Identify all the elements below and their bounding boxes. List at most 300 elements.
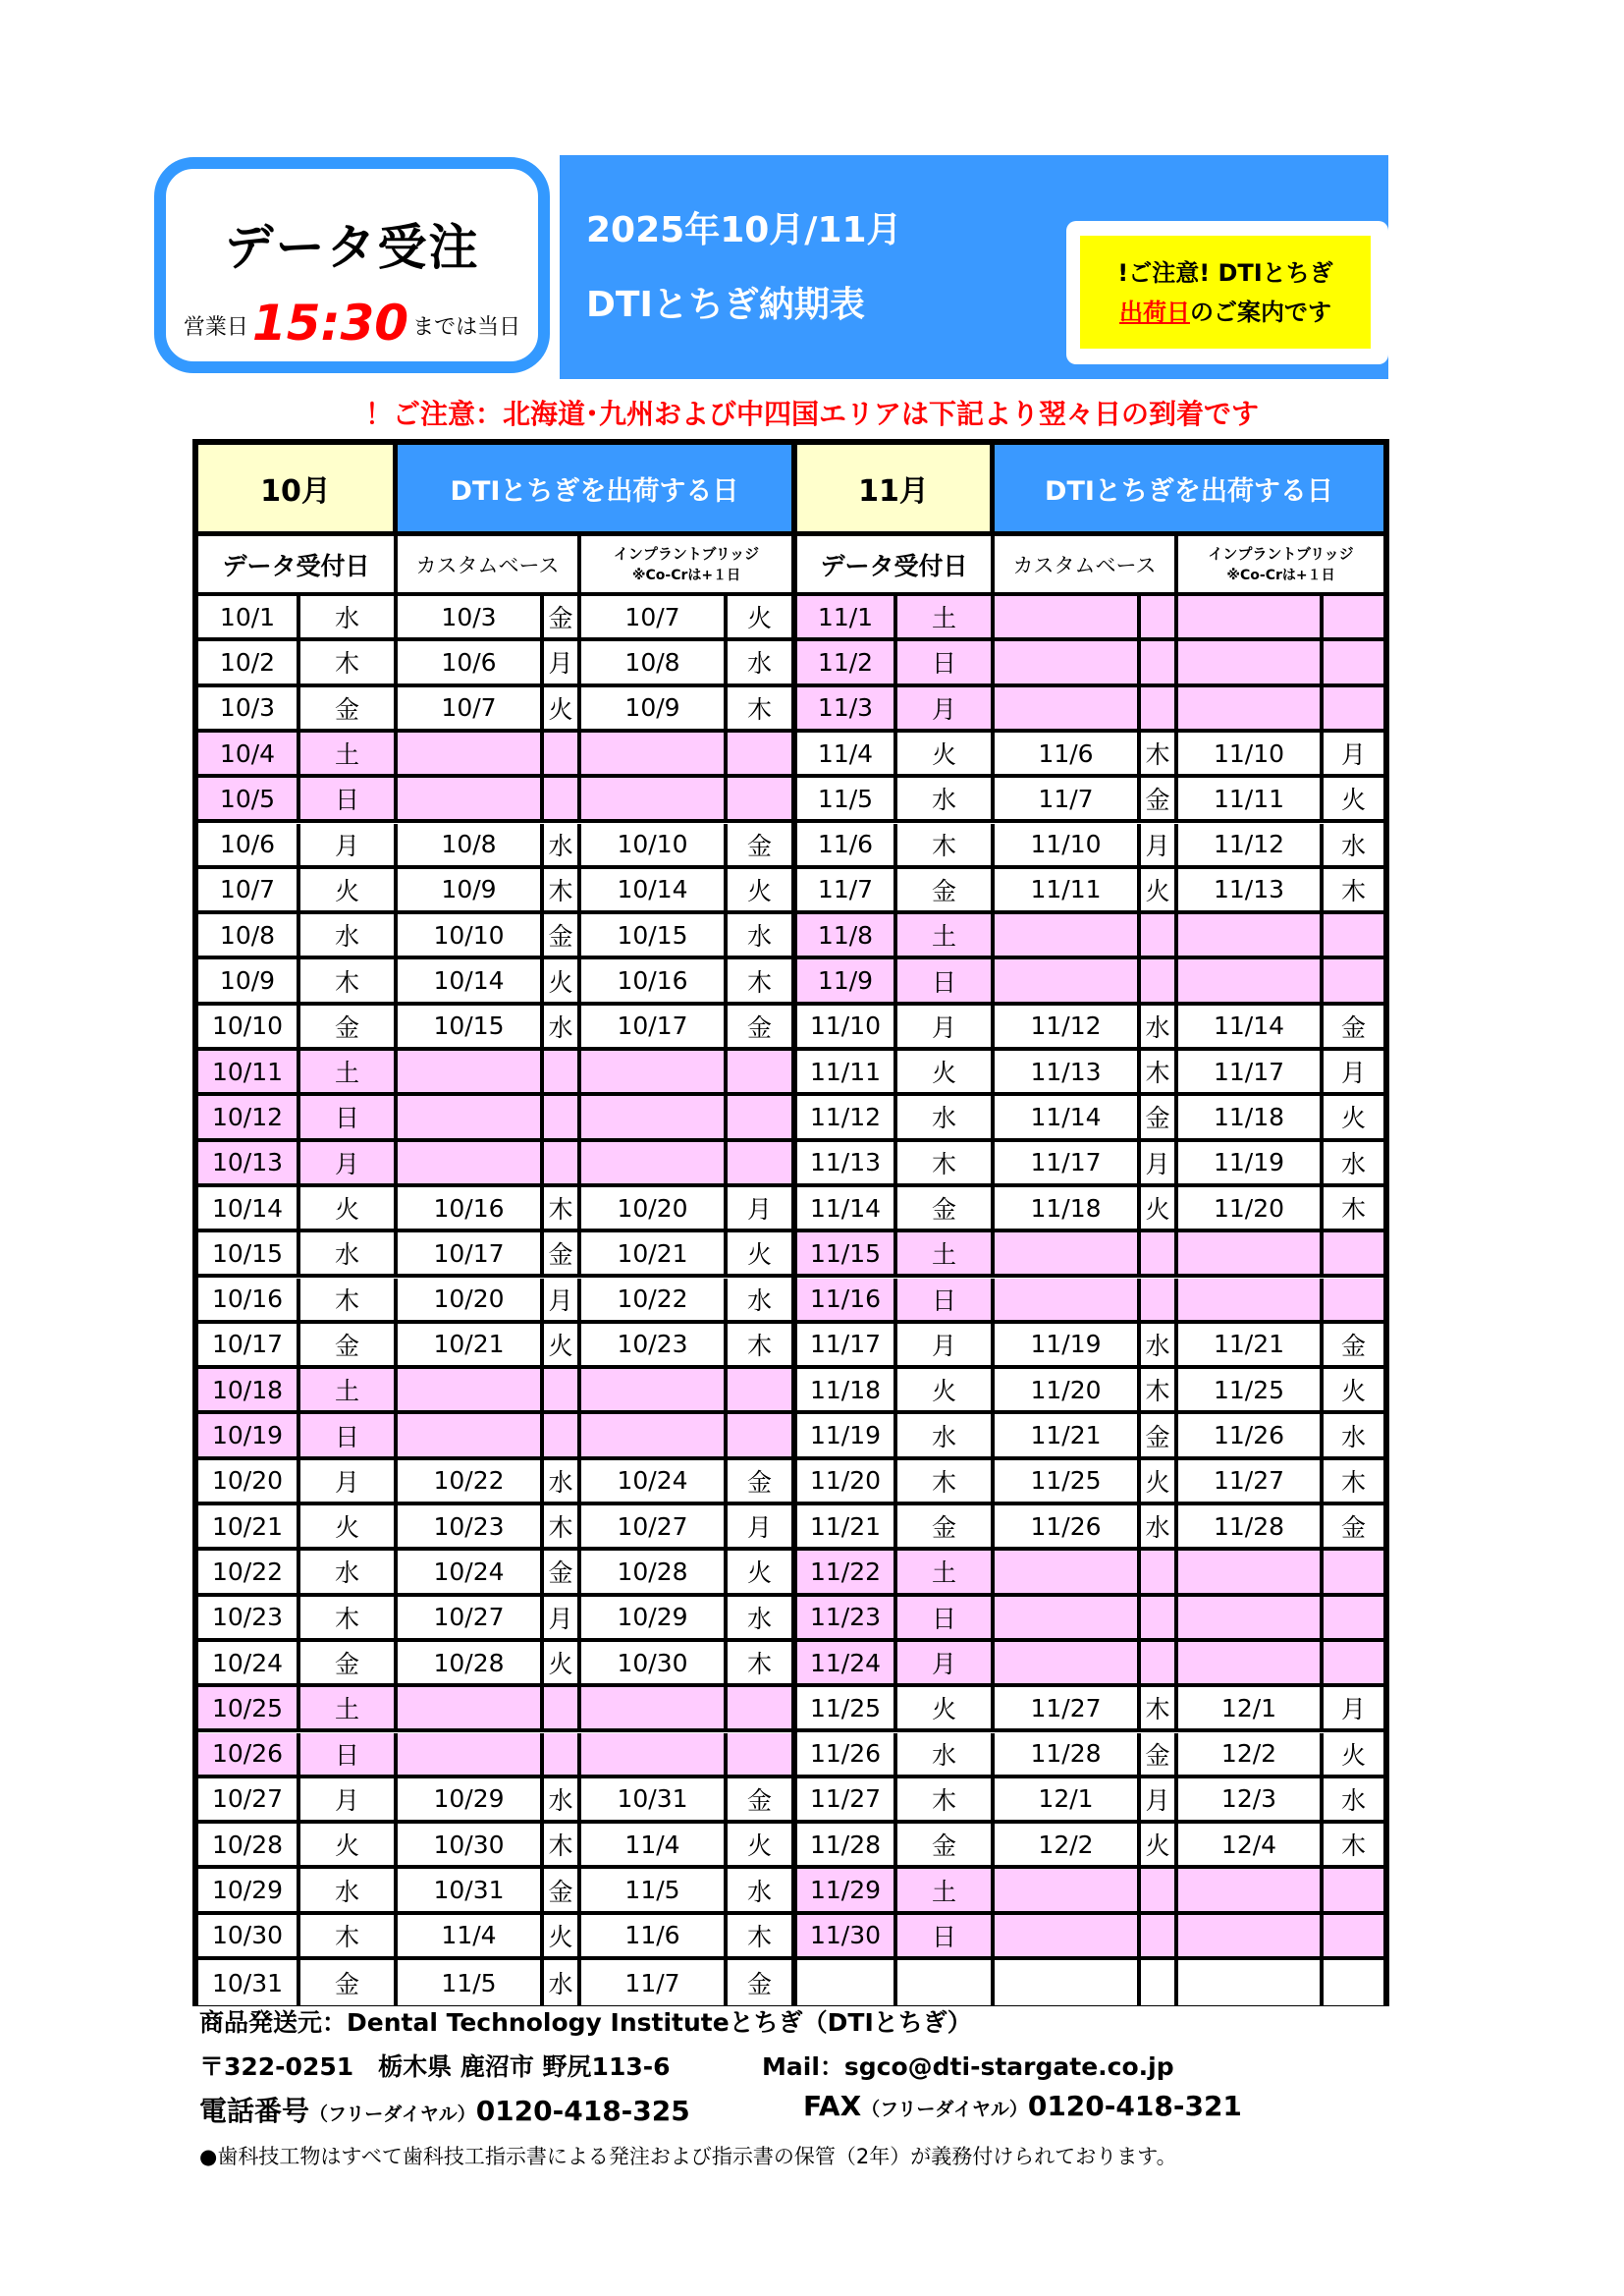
notice-box (1080, 236, 1371, 349)
implant-dow: 金 (1324, 1505, 1383, 1547)
implant-date (581, 778, 728, 819)
table-row-holiday (198, 1142, 791, 1187)
custom-base-dow: 月 (544, 1597, 581, 1638)
received-dow: 土 (300, 1687, 398, 1728)
custom-base-date: 10/9 (398, 869, 544, 910)
implant-date: 10/29 (581, 1597, 728, 1638)
implant-date: 11/10 (1178, 733, 1324, 774)
custom-base-dow: 月 (1141, 1778, 1178, 1820)
table-row (198, 687, 791, 733)
custom-base-dow: 木 (544, 1824, 581, 1865)
received-dow: 木 (897, 824, 995, 865)
table-row (198, 1505, 791, 1551)
custom-base-date (995, 1960, 1141, 2005)
received-date: 11/8 (797, 914, 897, 956)
implant-date (1178, 1597, 1324, 1638)
custom-base-dow: 月 (1141, 824, 1178, 865)
custom-base-date: 11/10 (995, 824, 1141, 865)
tel-number[interactable]: 0120-418-325 (475, 2095, 690, 2127)
received-date: 10/23 (198, 1597, 300, 1638)
table-row (797, 1324, 1383, 1369)
received-date: 11/10 (797, 1006, 897, 1047)
custom-base-dow: 金 (544, 1551, 581, 1592)
implant-date (1178, 1279, 1324, 1320)
custom-base-date: 11/4 (398, 1915, 544, 1956)
legal-note: ●歯科技工物はすべて歯科技工指示書による発注および指示書の保管（2年）が義務付けられております。 (199, 2145, 1177, 2168)
received-dow: 木 (300, 959, 398, 1001)
custom-base-dow (1141, 1915, 1178, 1956)
implant-dow: 木 (728, 687, 791, 729)
implant-dow: 月 (1324, 733, 1383, 774)
received-dow: 日 (300, 1096, 398, 1137)
table-row (198, 596, 791, 641)
implant-date: 10/15 (581, 914, 728, 956)
implant-date: 10/23 (581, 1324, 728, 1365)
implant-date (1178, 1960, 1324, 2005)
custom-base-date: 11/27 (995, 1687, 1141, 1728)
custom-base-date: 11/13 (995, 1051, 1141, 1092)
received-date: 10/14 (198, 1187, 300, 1229)
table-row (198, 1778, 791, 1824)
custom-base-date: 10/24 (398, 1551, 544, 1592)
custom-base-date: 11/18 (995, 1187, 1141, 1229)
table-row-holiday (797, 1597, 1383, 1642)
implant-date (581, 733, 728, 774)
received-dow: 水 (300, 1551, 398, 1592)
custom-base-date: 10/6 (398, 641, 544, 683)
custom-base-date (398, 778, 544, 819)
received-date: 11/26 (797, 1733, 897, 1775)
cutoff-note (166, 295, 538, 352)
received-dow: 土 (897, 1869, 995, 1910)
implant-dow: 火 (1324, 1733, 1383, 1775)
received-date: 10/30 (198, 1915, 300, 1956)
custom-base-date: 10/30 (398, 1824, 544, 1865)
implant-date: 12/4 (1178, 1824, 1324, 1865)
custom-base-date: 10/3 (398, 596, 544, 637)
received-dow: 木 (897, 1142, 995, 1183)
custom-base-date (398, 1051, 544, 1092)
custom-base-dow: 火 (1141, 1187, 1178, 1229)
custom-base-dow: 火 (544, 687, 581, 729)
table-row (198, 1915, 791, 1960)
tel-label: 電話番号 (199, 2095, 310, 2127)
table-body (198, 596, 791, 2000)
custom-base-date: 11/19 (995, 1324, 1141, 1365)
received-date: 10/26 (198, 1733, 300, 1775)
received-date: 10/20 (198, 1460, 300, 1502)
table-row-holiday (198, 778, 791, 823)
received-dow: 日 (897, 641, 995, 683)
implant-dow: 水 (728, 914, 791, 956)
implant-dow (728, 778, 791, 819)
table-row (797, 1460, 1383, 1505)
implant-dow: 火 (1324, 778, 1383, 819)
custom-base-date: 11/14 (995, 1096, 1141, 1137)
fax-note: （フリーダイヤル） (861, 2099, 1028, 2120)
table-row-holiday (797, 1232, 1383, 1278)
implant-date (1178, 596, 1324, 637)
received-date: 10/9 (198, 959, 300, 1001)
received-dow: 金 (300, 1006, 398, 1047)
received-dow: 日 (897, 959, 995, 1001)
implant-dow: 木 (728, 1642, 791, 1683)
table-row-holiday (198, 1733, 791, 1778)
implant-date: 10/28 (581, 1551, 728, 1592)
received-date: 11/25 (797, 1687, 897, 1728)
received-date: 11/17 (797, 1324, 897, 1365)
received-date: 10/27 (198, 1778, 300, 1820)
fax-label: FAX (803, 2090, 862, 2122)
received-date: 10/29 (198, 1869, 300, 1910)
implant-date: 11/5 (581, 1869, 728, 1910)
implant-date (581, 1687, 728, 1728)
received-date: 11/21 (797, 1505, 897, 1547)
received-date: 11/2 (797, 641, 897, 683)
received-dow: 月 (300, 1460, 398, 1502)
implant-dow: 木 (1324, 869, 1383, 910)
custom-base-date: 11/11 (995, 869, 1141, 910)
month-block-november (791, 445, 1383, 2000)
custom-base-dow: 火 (544, 1642, 581, 1683)
custom-base-dow (1141, 1597, 1178, 1638)
received-dow: 土 (300, 733, 398, 774)
table-row (198, 1597, 791, 1642)
received-date: 10/19 (198, 1414, 300, 1455)
implant-date: 10/8 (581, 641, 728, 683)
custom-base-date (995, 1915, 1141, 1956)
received-date: 11/3 (797, 687, 897, 729)
table-row (198, 1551, 791, 1596)
received-dow: 月 (897, 1006, 995, 1047)
implant-dow: 火 (1324, 1369, 1383, 1410)
table-row-holiday (198, 1051, 791, 1096)
implant-date: 10/21 (581, 1232, 728, 1274)
implant-dow (1324, 1551, 1383, 1592)
custom-base-date: 10/23 (398, 1505, 544, 1547)
custom-base-date (995, 1232, 1141, 1274)
received-dow: 月 (300, 824, 398, 865)
implant-dow (1324, 914, 1383, 956)
implant-dow: 木 (728, 1324, 791, 1365)
custom-base-date: 10/29 (398, 1778, 544, 1820)
mail-address[interactable]: Mail：sgco@dti-stargate.co.jp (762, 2052, 1174, 2081)
implant-dow: 火 (728, 869, 791, 910)
custom-base-dow (1141, 596, 1178, 637)
custom-base-dow: 木 (544, 869, 581, 910)
received-dow: 火 (897, 1051, 995, 1092)
table-row (198, 1006, 791, 1051)
table-row-holiday (797, 1551, 1383, 1596)
table-row (797, 869, 1383, 914)
custom-base-dow: 火 (1141, 1824, 1178, 1865)
ship-day-header: DTIとちぎを出荷する日 (995, 445, 1383, 531)
received-date: 11/24 (797, 1642, 897, 1683)
custom-base-date: 10/21 (398, 1324, 544, 1365)
tel-note: （フリーダイヤル） (309, 2104, 476, 2125)
implant-dow (1324, 596, 1383, 637)
custom-base-dow: 木 (1141, 1687, 1178, 1728)
notice-line-2 (1119, 293, 1331, 332)
received-date: 11/22 (797, 1551, 897, 1592)
implant-dow: 木 (728, 959, 791, 1001)
received-date: 10/21 (198, 1505, 300, 1547)
table-row (797, 1960, 1383, 2005)
implant-date (1178, 1232, 1324, 1274)
custom-base-date: 11/21 (995, 1414, 1141, 1455)
table-row-holiday (797, 1642, 1383, 1687)
implant-date: 11/11 (1178, 778, 1324, 819)
implant-date: 10/7 (581, 596, 728, 637)
notice-highlight: 出荷日 (1119, 298, 1190, 326)
received-dow: 月 (897, 1642, 995, 1683)
received-date: 10/6 (198, 824, 300, 865)
implant-dow: 金 (728, 1960, 791, 2005)
table-row (198, 1960, 791, 2005)
received-date: 10/2 (198, 641, 300, 683)
table-row-holiday (797, 596, 1383, 641)
sender-line: 商品発送元：Dental Technology Instituteとちぎ（DTIとちぎ） (199, 2008, 972, 2037)
implant-dow: 木 (1324, 1460, 1383, 1502)
col-header-received-text: データ受付日 (820, 551, 968, 580)
contact-line (199, 2090, 1242, 2129)
received-dow: 土 (897, 914, 995, 956)
implant-dow: 火 (728, 596, 791, 637)
schedule-table (192, 439, 1389, 2006)
address: 〒322-0251 栃木県 鹿沼市 野尻113-6 (199, 2052, 671, 2081)
table-row (198, 869, 791, 914)
custom-base-date (995, 914, 1141, 956)
custom-base-dow (544, 1733, 581, 1775)
implant-date: 11/21 (1178, 1324, 1324, 1365)
custom-base-dow (1141, 1869, 1178, 1910)
col-header-custom-base (398, 536, 581, 592)
received-date: 10/3 (198, 687, 300, 729)
custom-base-date: 10/22 (398, 1460, 544, 1502)
col-header-implant-title: インプラントブリッジ (1208, 544, 1354, 563)
received-date: 11/13 (797, 1142, 897, 1183)
title-heading: データ受注 (224, 219, 480, 276)
month-label: 11月 (797, 445, 995, 531)
header-banner (560, 155, 1388, 379)
custom-base-dow: 火 (544, 1915, 581, 1956)
table-row-holiday (198, 1369, 791, 1414)
table-row (797, 1505, 1383, 1551)
implant-date: 10/10 (581, 824, 728, 865)
address-line (199, 2048, 1174, 2083)
implant-date (1178, 1869, 1324, 1910)
table-row (198, 1869, 791, 1914)
implant-date (581, 1142, 728, 1183)
custom-base-dow: 金 (1141, 778, 1178, 819)
received-dow: 木 (897, 1778, 995, 1820)
implant-dow: 水 (728, 641, 791, 683)
custom-base-dow: 水 (544, 1960, 581, 2005)
column-header-row (198, 531, 791, 596)
implant-date: 11/28 (1178, 1505, 1324, 1547)
received-date: 11/16 (797, 1279, 897, 1320)
received-date: 11/1 (797, 596, 897, 637)
implant-date (581, 1733, 728, 1775)
banner-period: 2025年10月/11月 (586, 210, 902, 250)
implant-date: 10/9 (581, 687, 728, 729)
custom-base-dow (544, 1142, 581, 1183)
table-row (797, 824, 1383, 869)
custom-base-date: 10/8 (398, 824, 544, 865)
notice-line-2-rest: のご案内です (1190, 298, 1331, 326)
received-dow: 火 (897, 1687, 995, 1728)
implant-dow: 金 (1324, 1006, 1383, 1047)
custom-base-dow: 木 (1141, 1369, 1178, 1410)
table-row-holiday (797, 959, 1383, 1005)
table-row (198, 641, 791, 686)
custom-base-date (398, 1687, 544, 1728)
implant-date: 10/14 (581, 869, 728, 910)
ship-day-header: DTIとちぎを出荷する日 (398, 445, 791, 531)
received-date: 11/14 (797, 1187, 897, 1229)
implant-date: 10/17 (581, 1006, 728, 1047)
table-row-holiday (797, 641, 1383, 686)
received-date: 10/10 (198, 1006, 300, 1047)
received-dow: 火 (300, 869, 398, 910)
received-date (797, 1960, 897, 2005)
implant-dow (1324, 1232, 1383, 1274)
received-date: 11/18 (797, 1369, 897, 1410)
custom-base-date: 10/16 (398, 1187, 544, 1229)
received-date: 10/8 (198, 914, 300, 956)
table-row (198, 1324, 791, 1369)
fax-number[interactable]: 0120-418-321 (1027, 2090, 1242, 2122)
custom-base-date: 10/28 (398, 1642, 544, 1683)
table-row (797, 1369, 1383, 1414)
received-dow: 金 (300, 1324, 398, 1365)
table-row-holiday (797, 914, 1383, 959)
received-date: 10/12 (198, 1096, 300, 1137)
implant-dow (728, 1733, 791, 1775)
table-row (797, 1778, 1383, 1824)
implant-date: 10/20 (581, 1187, 728, 1229)
custom-base-date: 10/17 (398, 1232, 544, 1274)
table-row (797, 1096, 1383, 1141)
custom-base-dow: 水 (544, 824, 581, 865)
col-header-implant (581, 536, 791, 592)
implant-dow: 月 (1324, 1051, 1383, 1092)
table-row (198, 1460, 791, 1505)
received-dow: 木 (300, 1915, 398, 1956)
received-dow: 水 (300, 914, 398, 956)
implant-date: 11/18 (1178, 1096, 1324, 1137)
implant-date: 10/24 (581, 1460, 728, 1502)
custom-base-date: 11/26 (995, 1505, 1141, 1547)
received-date: 10/1 (198, 596, 300, 637)
implant-date: 10/30 (581, 1642, 728, 1683)
custom-base-dow: 火 (1141, 1460, 1178, 1502)
implant-date (1178, 1642, 1324, 1683)
implant-dow: 水 (728, 1869, 791, 1910)
received-dow: 水 (897, 1733, 995, 1775)
received-dow: 火 (897, 1369, 995, 1410)
implant-dow (1324, 1960, 1383, 2005)
month-block-october (198, 445, 791, 2000)
received-date: 11/29 (797, 1869, 897, 1910)
received-dow: 金 (897, 1187, 995, 1229)
received-date: 11/30 (797, 1915, 897, 1956)
received-dow: 水 (300, 596, 398, 637)
received-dow: 日 (897, 1915, 995, 1956)
table-row-holiday (198, 1414, 791, 1459)
custom-base-dow (544, 1369, 581, 1410)
custom-base-dow (1141, 1279, 1178, 1320)
custom-base-date: 11/25 (995, 1460, 1141, 1502)
custom-base-date (995, 1279, 1141, 1320)
received-date: 11/15 (797, 1232, 897, 1274)
custom-base-date (995, 1869, 1141, 1910)
custom-base-dow: 月 (544, 641, 581, 683)
table-row-holiday (797, 1915, 1383, 1960)
custom-base-date (398, 1369, 544, 1410)
table-row-holiday (198, 1687, 791, 1732)
received-date: 10/25 (198, 1687, 300, 1728)
implant-date: 11/20 (1178, 1187, 1324, 1229)
table-row (797, 1051, 1383, 1096)
received-dow: 日 (300, 1733, 398, 1775)
table-row (797, 1414, 1383, 1459)
custom-base-date (995, 1642, 1141, 1683)
received-date: 10/24 (198, 1642, 300, 1683)
custom-base-date: 11/7 (995, 778, 1141, 819)
custom-base-dow: 木 (1141, 1051, 1178, 1092)
table-row (198, 959, 791, 1005)
custom-base-date (398, 733, 544, 774)
custom-base-dow (1141, 959, 1178, 1001)
implant-dow: 月 (728, 1187, 791, 1229)
order-title-box (154, 157, 550, 373)
implant-date: 11/6 (581, 1915, 728, 1956)
custom-base-dow (544, 733, 581, 774)
custom-base-dow (1141, 1551, 1178, 1592)
implant-date: 12/3 (1178, 1778, 1324, 1820)
custom-base-date (995, 1551, 1141, 1592)
implant-dow: 火 (1324, 1096, 1383, 1137)
received-date: 10/28 (198, 1824, 300, 1865)
received-dow: 水 (897, 778, 995, 819)
custom-base-date: 10/31 (398, 1869, 544, 1910)
implant-dow: 月 (728, 1505, 791, 1547)
received-dow: 金 (300, 1642, 398, 1683)
table-row-holiday (797, 687, 1383, 733)
implant-dow: 金 (728, 1778, 791, 1820)
implant-dow: 水 (728, 1597, 791, 1638)
implant-date: 11/13 (1178, 869, 1324, 910)
implant-dow: 木 (728, 1915, 791, 1956)
implant-date: 10/27 (581, 1505, 728, 1547)
custom-base-dow: 火 (544, 959, 581, 1001)
implant-date: 11/17 (1178, 1051, 1324, 1092)
implant-dow (1324, 959, 1383, 1001)
received-dow: 水 (300, 1869, 398, 1910)
implant-dow (728, 1414, 791, 1455)
implant-dow: 水 (1324, 824, 1383, 865)
received-dow: 火 (300, 1824, 398, 1865)
implant-date (581, 1096, 728, 1137)
received-date: 10/18 (198, 1369, 300, 1410)
implant-dow: 火 (728, 1232, 791, 1274)
custom-base-dow: 月 (544, 1279, 581, 1320)
custom-base-date: 11/12 (995, 1006, 1141, 1047)
implant-dow: 火 (728, 1824, 791, 1865)
table-row (797, 778, 1383, 823)
received-dow: 火 (300, 1505, 398, 1547)
